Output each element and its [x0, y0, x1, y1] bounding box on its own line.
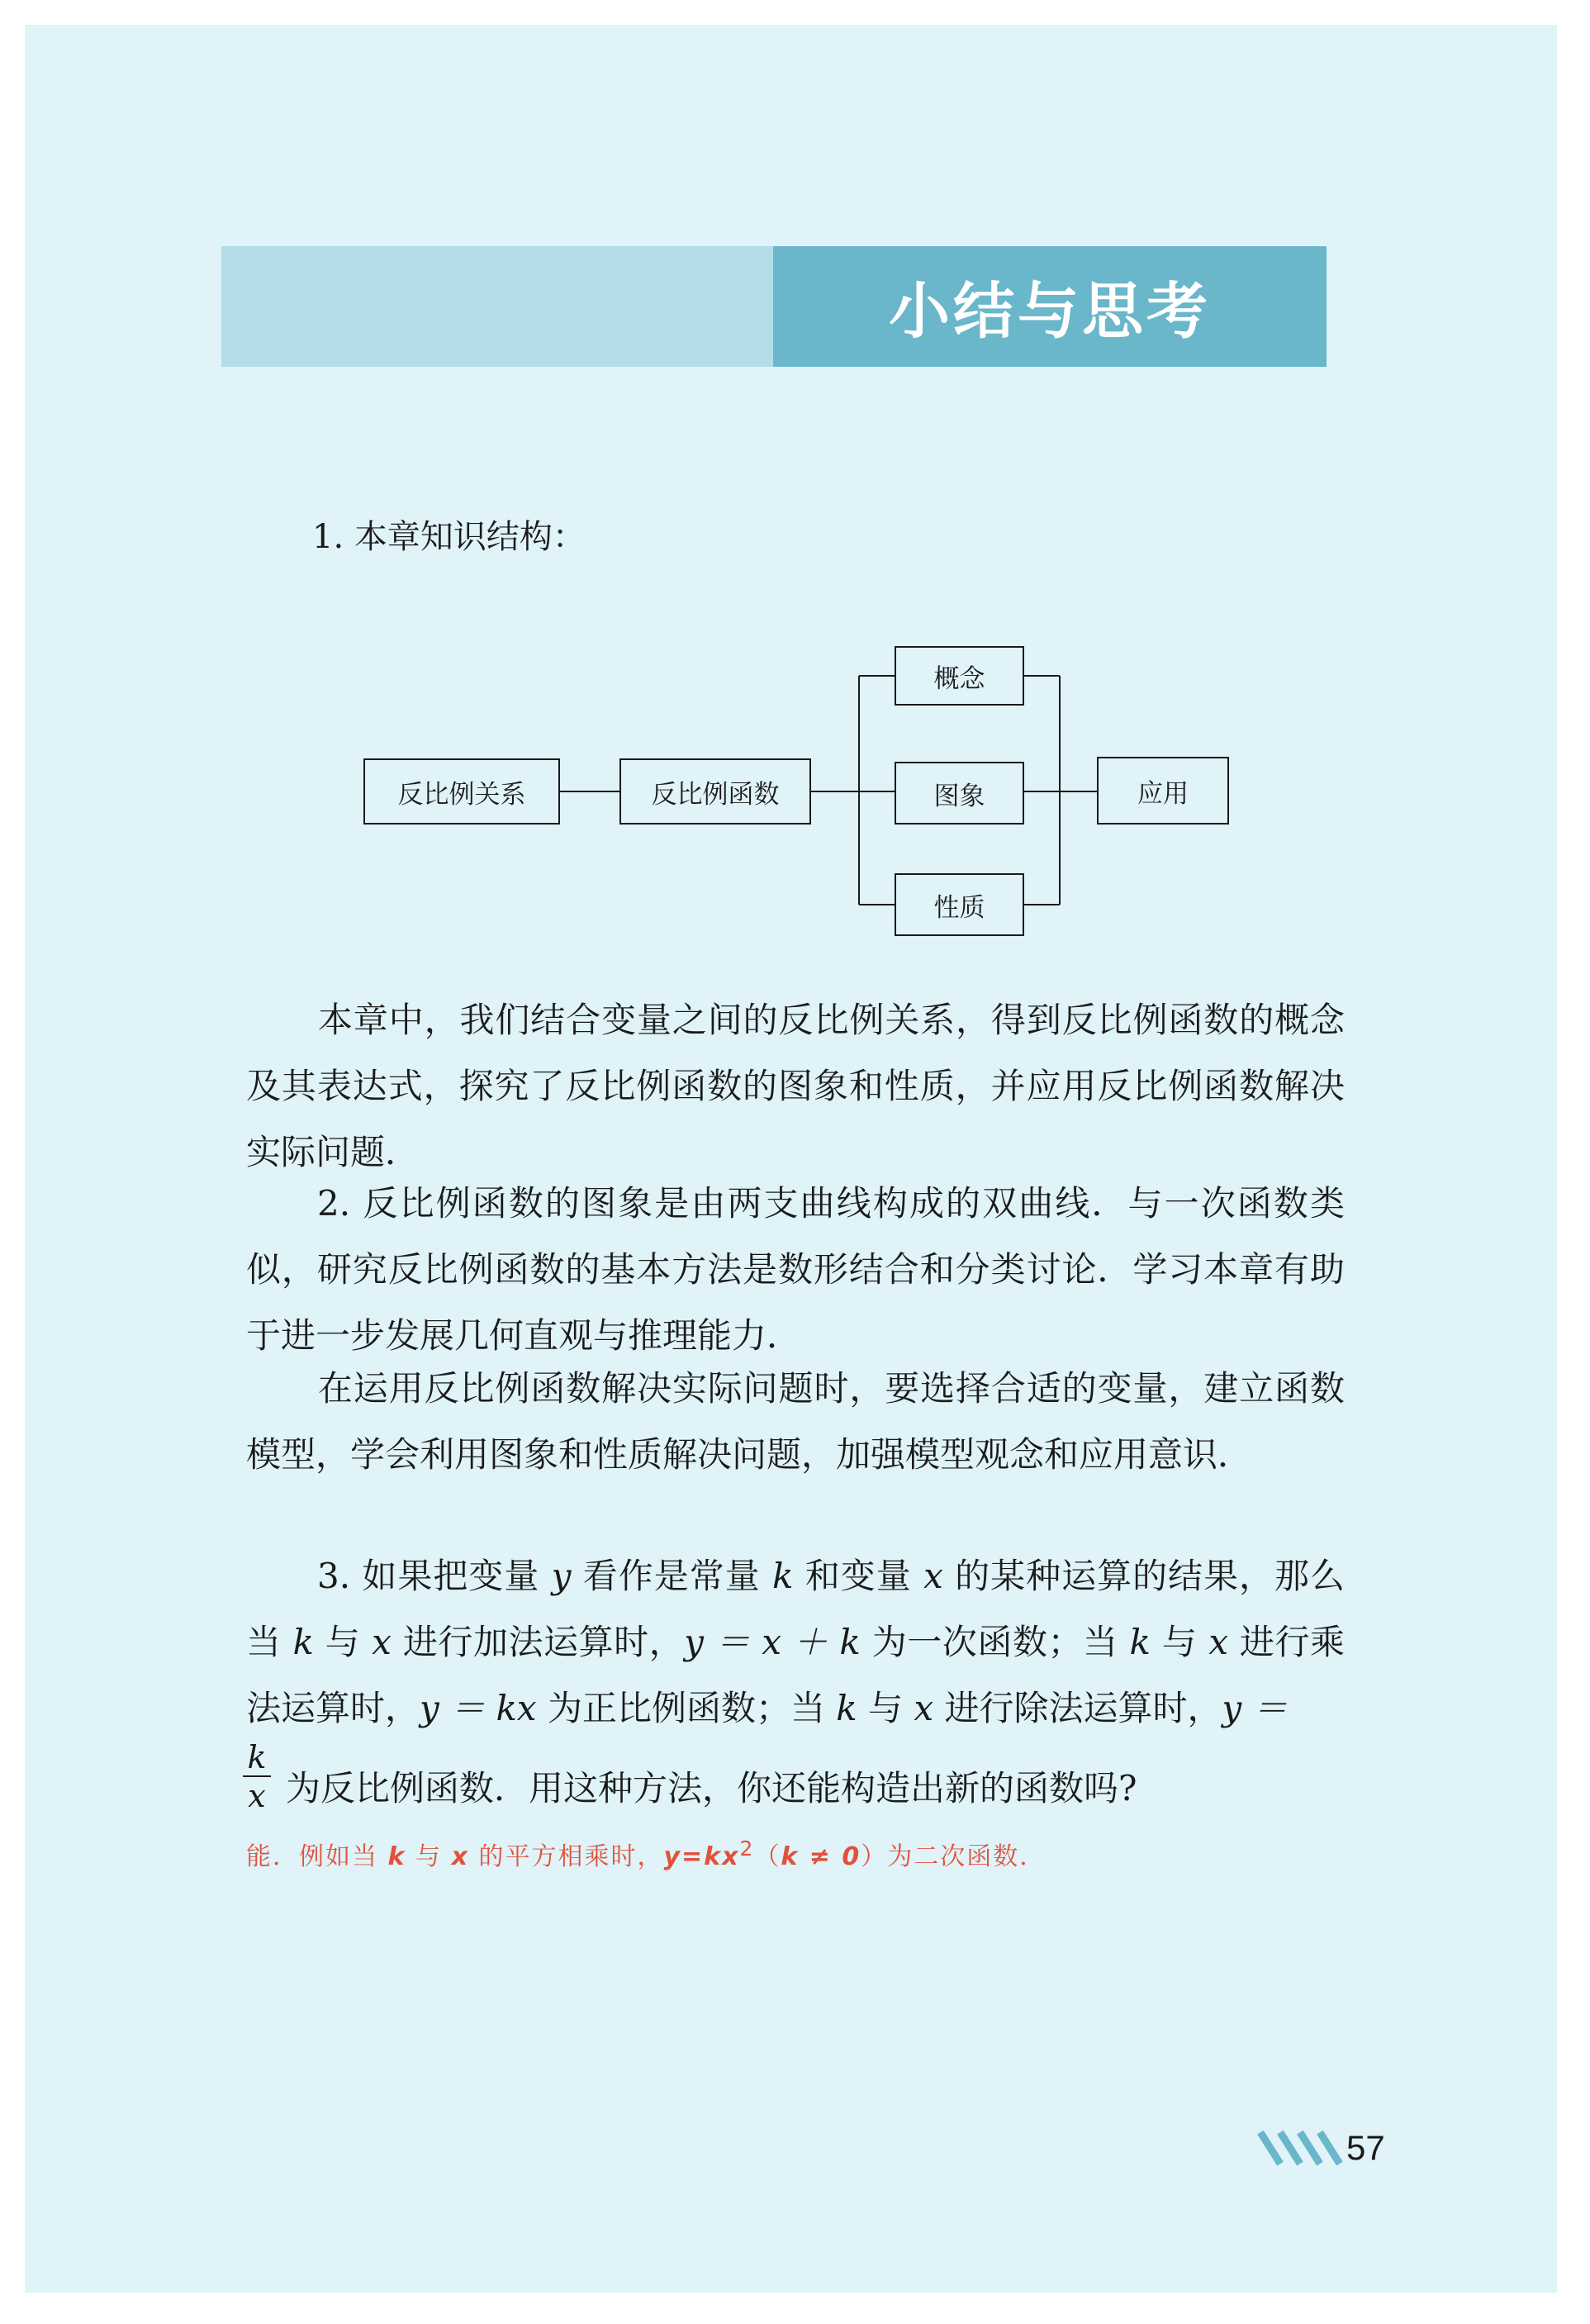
section-heading: 1. 本章知识结构：	[312, 518, 586, 556]
diagram-box-inverse-function: 反比例函数	[619, 758, 811, 825]
answer-note: 能．例如当 k 与 x 的平方相乘时，$y=kx^2(k \ne 0)$为二次函数．	[246, 1837, 1047, 1871]
page-title: 小结与思考	[889, 276, 1211, 347]
diagram-box-property: 性质	[895, 873, 1024, 936]
diagram-box-inverse-relation: 反比例关系	[363, 758, 560, 825]
page-footer	[1255, 2127, 1385, 2169]
fraction-k-over-x: k x	[243, 1739, 271, 1815]
page-number: 57	[1346, 2128, 1385, 2167]
paragraph-4-end: 为反比例函数．用这种方法，你还能构造出新的函数吗?	[286, 1768, 1137, 1808]
paragraph-2: 2. 反比例函数的图象是由两支曲线构成的双曲线．与一次函数类似，研究反比例函数的基本方法是数形结合和分类讨论．学习本章有助于进一步发展几何直观与推理能力．	[246, 1183, 1345, 1356]
paragraph-4: 3. 如果把变量 y 看作是常量 k 和变量 x 的某种运算的结果，那么当 k 与 x 进行加法运算时，y ＝ x ＋ k 为一次函数；当 k 与 x 进行乘法运算时，y ＝ kx 为正比例函数；当 k 与 x 进行除法运算时，y ＝	[246, 1556, 1346, 1728]
diagram-box-concept: 概念	[895, 646, 1024, 706]
diagram-box-application: 应用	[1097, 757, 1229, 825]
knowledge-structure-diagram	[0, 0, 1590, 991]
paragraph-3: 在运用反比例函数解决实际问题时，要选择合适的变量，建立函数模型，学会利用图象和性质解决问题，加强模型观念和应用意识．	[246, 1368, 1345, 1475]
paragraph-summary: 本章中，我们结合变量之间的反比例关系，得到反比例函数的概念及其表达式，探究了反比例函数的图象和性质，并应用反比例函数解决实际问题．	[246, 1000, 1345, 1172]
diagram-box-graph: 图象	[895, 762, 1024, 825]
page-mark-icon	[1255, 2127, 1346, 2169]
